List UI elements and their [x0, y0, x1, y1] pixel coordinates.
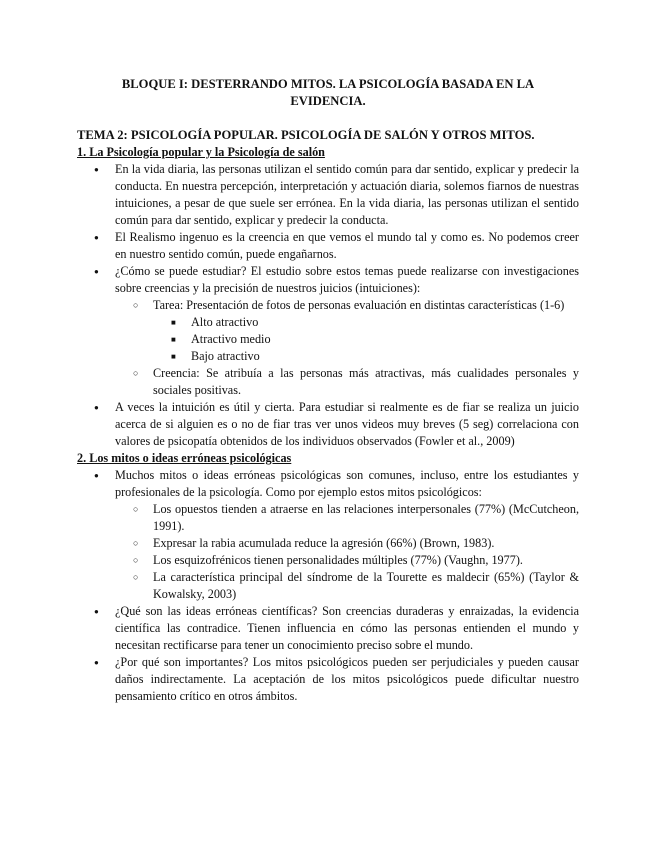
sub-item [115, 297, 579, 365]
sub-item: ○ Expresar la rabia acumulada reduce la agresión (66%) (Brown, 1983). [115, 535, 579, 552]
sub-list [115, 501, 579, 603]
bullet-item: ● En la vida diaria, las personas utilizan el sentido común para dar sentido, explicar y predecir la conducta. En nuestra percepción, interpretación y actuación diaria, solemos fiarnos de nuestras intuiciones, a pesar de que suele ser errónea. En la vida diaria, las personas utilizan el sentido común para dar sentido, explicar y predecir la conducta. [77, 161, 579, 229]
bullet-item: ● A veces la intuición es útil y cierta. Para estudiar si realmente es de fiar se realiza un juicio acerca de si alguien es o no de fiar tras ver unos videos muy breves (5 seg) correlaciona con valores de psicopatía obtenidos de los individuos observados (Fowler et al., 2009) [77, 399, 579, 450]
bullet-item: ● El Realismo ingenuo es la creencia en que vemos el mundo tal y como es. No podemos creer en nuestro sentido común, puede engañarnos. [77, 229, 579, 263]
bullet-item [77, 263, 579, 399]
sub-sub-item: ■ Alto atractivo [153, 314, 579, 331]
bullet-text: ¿Cómo se puede estudiar? El estudio sobre estos temas puede realizarse con investigaciones sobre creencias y la precisión de nuestros juicios (intuiciones): [115, 264, 579, 295]
sub-item: ○ Los opuestos tienden a atraerse en las relaciones interpersonales (77%) (McCutcheon, 1991). [115, 501, 579, 535]
topic-heading: TEMA 2: PSICOLOGÍA POPULAR. PSICOLOGÍA DE SALÓN Y OTROS MITOS. [77, 128, 535, 142]
section-1-list [77, 161, 579, 450]
document-title: BLOQUE I: DESTERRANDO MITOS. LA PSICOLOGÍA BASADA EN LA EVIDENCIA. [121, 77, 535, 108]
bullet-text: Muchos mitos o ideas erróneas psicológicas son comunes, incluso, entre los estudiantes y profesionales de la psicología. Como por ejemplo estos mitos psicológicos: [115, 468, 579, 499]
section-2-heading: 2. Los mitos o ideas erróneas psicológicas [77, 451, 292, 465]
bullet-item: ● ¿Qué son las ideas erróneas científicas? Son creencias duraderas y enraizadas, la evidencia científica las contradice. Tienen influencia en cómo las personas entienden el mundo y necesitan rectificarse para tener un conocimiento preciso sobre el mundo. [77, 603, 579, 654]
section-1-heading: 1. La Psicología popular y la Psicología de salón [77, 145, 325, 159]
bullet-item: ● ¿Por qué son importantes? Los mitos psicológicos pueden ser perjudiciales y pueden causar daños indirectamente. La aceptación de los mitos psicológicos puede dificultar nuestro pensamiento crítico en otros ámbitos. [77, 654, 579, 705]
bullet-item [77, 467, 579, 603]
sub-item-text: Tarea: Presentación de fotos de personas evaluación en distintas características (1-6) [153, 298, 565, 312]
sub-list [115, 297, 579, 399]
sub-sub-list [153, 314, 579, 365]
sub-item: ○ Creencia: Se atribuía a las personas más atractivas, más cualidades personales y sociales positivas. [115, 365, 579, 399]
document-page [77, 76, 579, 705]
sub-item: ○ La característica principal del síndrome de la Tourette es maldecir (65%) (Taylor & Kowalsky, 2003) [115, 569, 579, 603]
sub-sub-item: ■ Bajo atractivo [153, 348, 579, 365]
sub-item: ○ Los esquizofrénicos tienen personalidades múltiples (77%) (Vaughn, 1977). [115, 552, 579, 569]
sub-sub-item: ■ Atractivo medio [153, 331, 579, 348]
section-2-list [77, 467, 579, 705]
